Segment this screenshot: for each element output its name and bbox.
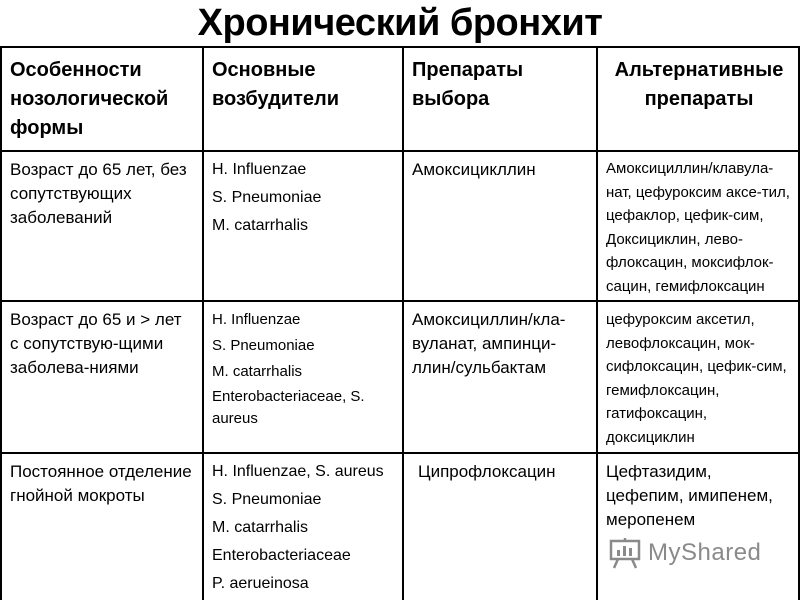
table-divider: [202, 46, 204, 600]
column-header: Альтернативные препараты: [614, 59, 784, 110]
pathogen-item: S. Pneumoniae: [212, 337, 315, 354]
drug-table: [0, 46, 800, 600]
table-cell-choice: Ципрофлоксацин: [418, 462, 556, 481]
pathogen-item: H. Influenzae, S. aureus: [212, 463, 384, 480]
pathogen-item: Enterobacteriaceae, S.: [212, 388, 365, 405]
table-cell-form: Постоянное отделение гнойной мокроты: [10, 462, 192, 505]
table-cell-pathogens: [206, 307, 402, 429]
watermark-text: MyShared: [648, 539, 762, 566]
table-divider: [596, 46, 598, 600]
table-divider: [0, 150, 800, 152]
pathogen-item: M. catarrhalis: [212, 519, 309, 536]
table-cell-pathogens: [206, 458, 402, 598]
table-border-top: [0, 46, 800, 48]
pathogen-item: Enterobacteriaceae: [212, 547, 351, 564]
column-header: Особенности нозологической формы: [10, 59, 169, 139]
pathogen-item: P. aerueinosa: [212, 575, 309, 592]
table-cell-alternatives: цефуроксим аксетил, левофлоксацин, мок-сифлоксацин, цефик-сим, гемифлоксацин, гатифоксацин, доксициклин: [606, 311, 787, 446]
table-divider: [0, 300, 800, 302]
page-title: Хронический бронхит: [197, 2, 603, 44]
table-cell-form: Возраст до 65 и > лет с сопутствую-щими заболева-ниями: [10, 310, 182, 377]
pathogen-item: M. catarrhalis: [212, 363, 303, 380]
table-border-left: [0, 46, 2, 600]
table-cell-choice: Амоксициллин/кла-вуланат, ампинци-ллин/сульбактам: [412, 310, 566, 377]
pathogen-item: H. Influenzae: [212, 311, 301, 328]
table-divider: [402, 46, 404, 600]
column-header: Основные возбудители: [212, 59, 340, 110]
watermark-logo: [608, 536, 761, 570]
table-cell-form: Возраст до 65 лет, без сопутствующих заболеваний: [10, 160, 187, 227]
column-header: Препараты выбора: [412, 59, 524, 110]
pathogen-item: S. Pneumoniae: [212, 491, 322, 508]
table-cell-pathogens: [206, 156, 402, 240]
table-cell-choice: Амоксицикллин: [412, 160, 536, 179]
pathogen-item: S. Pneumoniae: [212, 189, 322, 206]
pathogen-item: aureus: [212, 410, 258, 427]
table-divider: [0, 452, 800, 454]
presentation-board-icon: [608, 536, 642, 570]
pathogen-item: H. Influenzae: [212, 161, 307, 178]
table-cell-alternatives: Цефтазидим, цефепим, имипенем, меропенем: [606, 462, 773, 529]
table-cell-alternatives: Амоксициллин/клавула-нат, цефуроксим аксе-тил, цефаклор, цефик-сим, Доксициклин, лево-флоксацин, моксифлок-сацин, гемифлоксацин: [606, 160, 790, 295]
pathogen-item: M. catarrhalis: [212, 217, 309, 234]
